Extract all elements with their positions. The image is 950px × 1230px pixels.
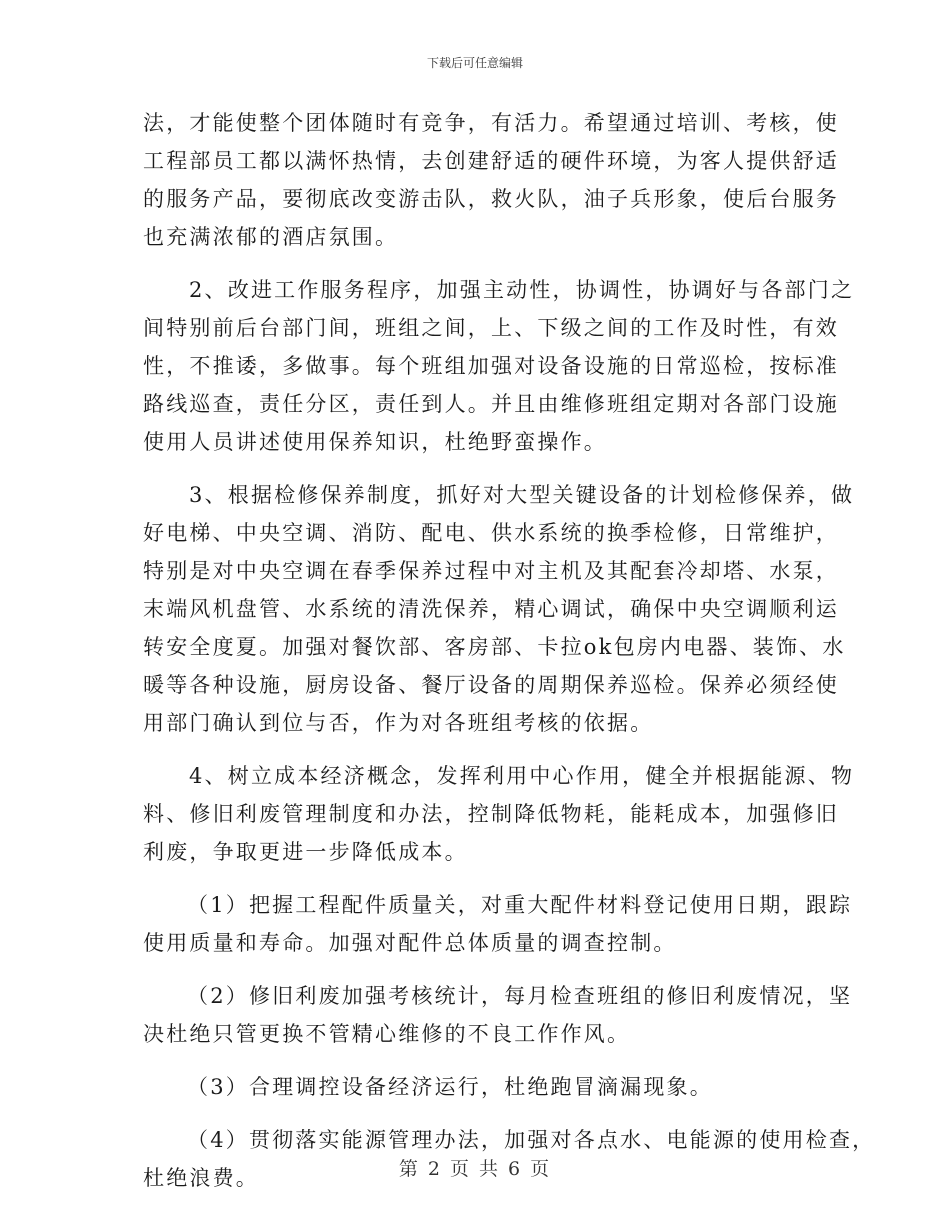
text-line: 杜绝浪费。 [143, 1166, 259, 1190]
text-line: 特别是对中央空调在春季保养过程中对主机及其配套冷却塔、水泵， [143, 559, 839, 583]
text-line: 工程部员工都以满怀热情，去创建舒适的硬件环境，为客人提供舒适 [143, 149, 839, 173]
text-line: 末端风机盘管、水系统的清洗保养，精心调试，确保中央空调顺利运 [143, 597, 839, 621]
text-line: 用部门确认到位与否，作为对各班组考核的依据。 [143, 711, 654, 735]
text-line: （4）贯彻落实能源管理办法，加强对各点水、电能源的使用检查， [187, 1128, 876, 1152]
text-line: 料、修旧利废管理制度和办法，控制降低物耗，能耗成本，加强修旧 [143, 802, 839, 826]
text-line: 决杜绝只管更换不管精心维修的不良工作作风。 [143, 1022, 631, 1046]
text-line: 好电梯、中央空调、消防、配电、供水系统的换季检修，日常维护， [143, 521, 839, 545]
text-line: （2）修旧利废加强考核统计，每月检查班组的修旧利废情况，坚 [187, 984, 853, 1008]
text-line: 也充满浓郁的酒店氛围。 [143, 225, 399, 249]
text-line: 使用质量和寿命。加强对配件总体质量的调查控制。 [143, 931, 677, 955]
text-line: 4、树立成本经济概念，发挥利用中心作用，健全并根据能源、物 [189, 764, 855, 788]
text-line: 转安全度夏。加强对餐饮部、客房部、卡拉ok包房内电器、装饰、水 [143, 635, 846, 659]
list-item-1 [143, 886, 853, 962]
text-line: 2、改进工作服务程序，加强主动性，协调性，协调好与各部门之 [189, 278, 855, 302]
text-line: 使用人员讲述使用保养知识，杜绝野蛮操作。 [143, 430, 607, 454]
paragraph-3 [143, 476, 855, 742]
paragraph-2 [143, 271, 855, 461]
text-line: 法，才能使整个团体随时有竞争，有活力。希望通过培训、考核，使 [143, 111, 839, 135]
text-line: 3、根据检修保养制度，抓好对大型关键设备的计划检修保养，做 [189, 483, 855, 507]
document-body [143, 104, 876, 1197]
text-line: （1）把握工程配件质量关，对重大配件材料登记使用日期，跟踪 [187, 893, 853, 917]
page-number: 第 2 页 共 6 页 [398, 1158, 552, 1180]
text-line: 暖等各种设施，厨房设备、餐厅设备的周期保养巡检。保养必须经使 [143, 673, 839, 697]
page-header: 下载后可任意编辑 [426, 56, 523, 70]
paragraph-4 [143, 757, 855, 871]
text-line: （3）合理调控设备经济运行，杜绝跑冒滴漏现象。 [187, 1075, 713, 1099]
list-item-2 [143, 977, 853, 1053]
paragraph-1 [143, 104, 839, 256]
text-line: 性，不推诿，多做事。每个班组加强对设备设施的日常巡检，按标准 [143, 354, 839, 378]
text-line: 的服务产品，要彻底改变游击队，救火队，油子兵形象，使后台服务 [143, 187, 839, 211]
list-item-3 [143, 1068, 823, 1106]
text-line: 路线巡查，责任分区，责任到人。并且由维修班组定期对各部门设施 [143, 392, 839, 416]
text-line: 间特别前后台部门间，班组之间，上、下级之间的工作及时性，有效 [143, 316, 839, 340]
text-line: 利废，争取更进一步降低成本。 [143, 840, 468, 864]
